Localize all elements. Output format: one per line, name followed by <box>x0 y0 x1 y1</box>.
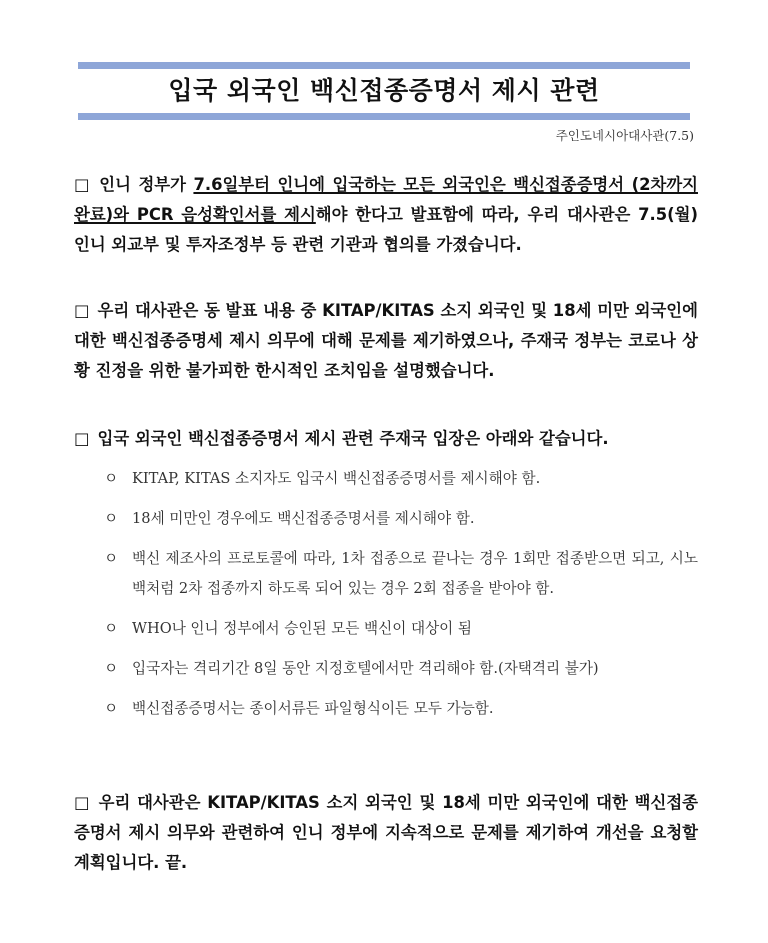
list-item <box>104 464 698 494</box>
page-title: 입국 외국인 백신접종증명서 제시 관련 <box>168 76 600 105</box>
sub-item-list <box>104 464 698 734</box>
checkbox-bullet: □ <box>74 429 90 448</box>
list-item-text: KITAP, KITAS 소지자도 입국시 백신접종증명서를 제시해야 함. <box>132 470 541 487</box>
source-line: 주인도네시아대사관(7.5) <box>555 128 694 143</box>
list-item-text: 백신접종증명서는 종이서류든 파일형식이든 모두 가능함. <box>132 700 494 717</box>
section-1-text-after: 해야 한다고 발표함에 따라, 우리 대사관은 7.5(월) 인니 외교부 및 투자조정부 등 관련 기관과 협의를 가졌습니다. <box>74 205 698 254</box>
checkbox-bullet: □ <box>74 301 90 320</box>
circle-bullet: ㅇ <box>104 700 119 717</box>
circle-bullet: ㅇ <box>104 510 119 527</box>
list-item <box>104 614 698 644</box>
list-item <box>104 654 698 684</box>
title-block <box>78 62 690 120</box>
list-item-text: 18세 미만인 경우에도 백신접종증명서를 제시해야 함. <box>132 510 475 527</box>
checkbox-bullet: □ <box>74 175 92 194</box>
section-3 <box>74 424 698 454</box>
section-4 <box>74 788 698 878</box>
section-2-text: 우리 대사관은 동 발표 내용 중 KITAP/KITAS 소지 외국인 및 18세 미만 외국인에 대한 백신접종증명세 제시 의무에 대해 문제를 제기하였으나, 주재국 정부는 코로나 상황 진정을 위한 불가피한 한시적인 조치임을 설명했습니다. <box>74 301 698 380</box>
section-2 <box>74 296 698 386</box>
section-1-text-before: 인니 정부가 <box>99 175 194 194</box>
list-item-text: 백신 제조사의 프로토콜에 따라, 1차 접종으로 끝나는 경우 1회만 접종받으면 되고, 시노백처럼 2차 접종까지 하도록 되어 있는 경우 2회 접종을 받아야 함. <box>132 550 698 597</box>
circle-bullet: ㅇ <box>104 620 119 637</box>
section-1-text-underlined: 7.6일부터 인니에 입국하는 모든 외국인은 백신접종증명서 (2차까지 완료)와 PCR 음성확인서를 제시 <box>74 175 698 224</box>
section-1 <box>74 170 698 260</box>
title-bottom-rule <box>78 113 690 120</box>
title-top-rule <box>78 62 690 69</box>
section-3-text: 입국 외국인 백신접종증명서 제시 관련 주재국 입장은 아래와 같습니다. <box>97 429 609 448</box>
list-item <box>104 544 698 604</box>
list-item-text: 입국자는 격리기간 8일 동안 지정호텔에서만 격리해야 함.(자택격리 불가) <box>132 660 599 677</box>
list-item <box>104 504 698 534</box>
list-item <box>104 694 698 724</box>
circle-bullet: ㅇ <box>104 550 119 567</box>
circle-bullet: ㅇ <box>104 470 119 487</box>
list-item-text: WHO나 인니 정부에서 승인된 모든 백신이 대상이 됨 <box>132 620 473 637</box>
checkbox-bullet: □ <box>74 793 91 812</box>
circle-bullet: ㅇ <box>104 660 119 677</box>
section-4-text: 우리 대사관은 KITAP/KITAS 소지 외국인 및 18세 미만 외국인에 대한 백신접종증명서 제시 의무와 관련하여 인니 정부에 지속적으로 문제를 제기하여 개선을 요청할 계획입니다. 끝. <box>74 793 698 872</box>
